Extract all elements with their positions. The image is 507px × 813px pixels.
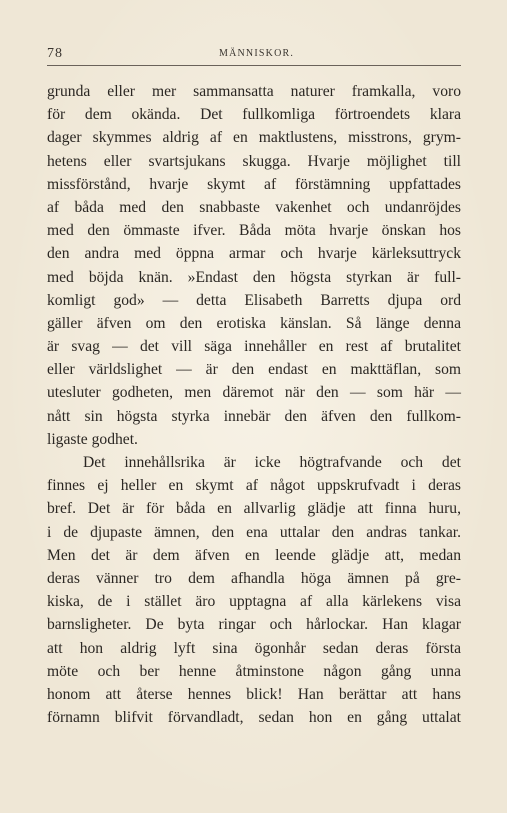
text-line: hetens eller svartsjukans skugga. Hvarje möjlighet till [47,152,461,170]
text-line: är svag — det vill säga innehåller en rest af brutalitet [47,338,461,356]
text-line: förnamn blifvit förvandladt, sedan hon en gång uttalat [47,709,461,727]
text-line: med den ömmaste ifver. Båda möta hvarje önskan hos [47,222,461,240]
text-line: för dem okända. Det fullkomliga förtroendets klara [47,106,461,124]
page-number: 78 [47,46,63,61]
text-line: möte och ber henne åtminstone någon gång unna [47,662,461,680]
text-line: komligt god» — detta Elisabeth Barretts djupa ord [47,291,461,309]
text-line: med böjda knän. »Endast den högsta styrkan är full- [47,268,461,286]
text-line: af båda med den snabbaste vakenhet och undanröjdes [47,198,461,216]
page-header [47,46,461,66]
text-line: barnsligheter. De byta ringar och hårlockar. Han klagar [47,616,461,634]
text-line: finnes ej heller en skymt af något uppskrufvadt i deras [47,477,461,495]
text-line: kiska, de i stället äro upptagna af alla kärlekens visa [47,593,461,611]
text-line: i de djupaste ämnen, den ena uttalar den andras tankar. [47,523,461,541]
text-line: dager skymmes aldrig af en maktlustens, misstrons, grym- [47,129,461,147]
text-line: den andra med öppna armar och hvarje kärleksuttryck [47,245,461,263]
text-line: grunda eller mer sammansatta naturer framkalla, voro [47,83,461,100]
text-line: missförstånd, hvarje skymt af förstämning uppfattades [47,175,461,193]
text-line: bref. Det är för båda en allvarlig glädje att finna huru, [47,500,461,518]
text-line: Men det är dem äfven en leende glädje att, medan [47,546,461,564]
paragraph-end-line: ligaste godhet. [47,430,138,448]
header-rule [47,65,461,66]
text-line: nått sin högsta styrka innebär den äfven den fullkom- [47,407,461,425]
text-line: att hon aldrig lyft sina ögonhår sedan deras första [47,639,461,657]
running-head: MÄNNISKOR. [219,48,295,59]
text-line: gäller äfven om den erotiska känslan. Så länge denna [47,314,461,332]
text-line: utesluter godheten, men däremot när den — som här — [47,384,461,402]
body-text [47,80,461,729]
text-line: honom att återse hennes blick! Han berättar att hans [47,685,461,703]
text-line: eller världslighet — är den endast en makttäflan, som [47,361,461,379]
paragraph-start-line: Det innehållsrika är icke högtrafvande och det [83,454,461,471]
text-line: deras vänner tro dem afhandla höga ämnen på gre- [47,569,461,587]
